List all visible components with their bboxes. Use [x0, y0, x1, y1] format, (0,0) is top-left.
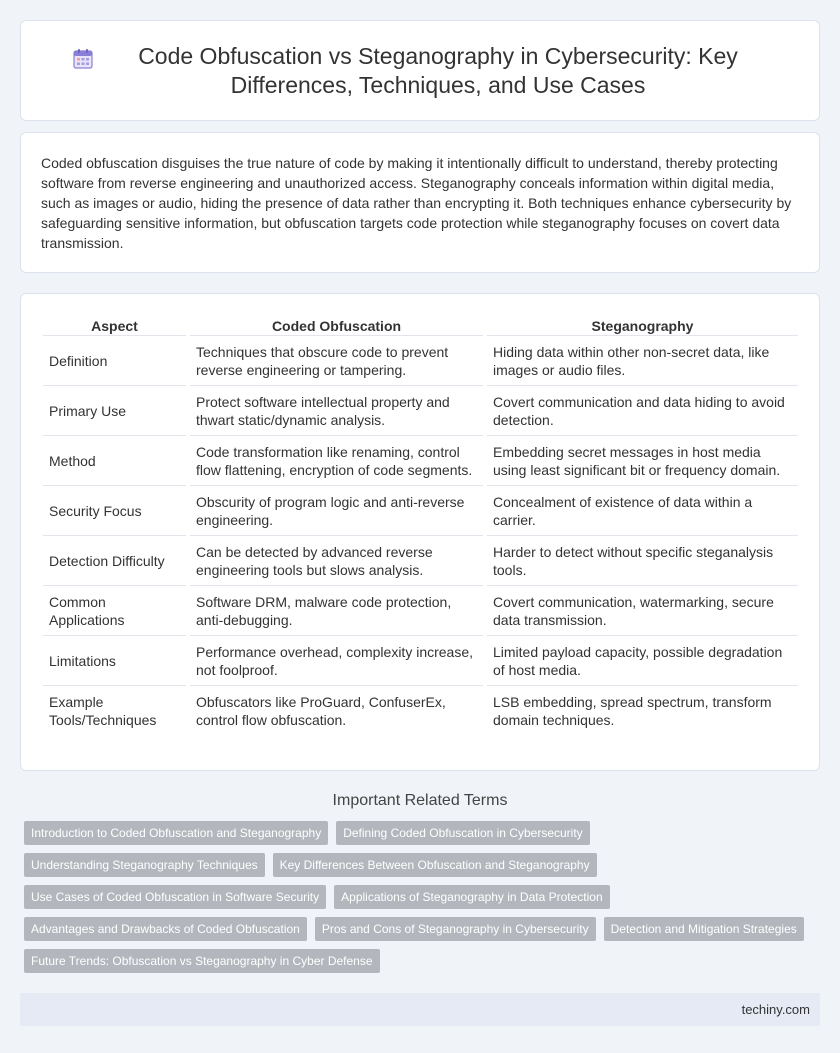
- table-row: [43, 686, 798, 735]
- obfuscation-cell: Techniques that obscure code to prevent reverse engineering or tampering.: [190, 336, 483, 386]
- obfuscation-cell: Protect software intellectual property and thwart static/dynamic analysis.: [190, 386, 483, 436]
- related-term-tag[interactable]: Detection and Mitigation Strategies: [604, 917, 804, 941]
- steganography-cell: Concealment of existence of data within a carrier.: [487, 486, 798, 536]
- table-row: [43, 486, 798, 536]
- obfuscation-cell: Can be detected by advanced reverse engineering tools but slows analysis.: [190, 536, 483, 586]
- footer-site-link[interactable]: techiny.com: [741, 1002, 810, 1017]
- aspect-cell: Method: [43, 436, 186, 486]
- title-row: [71, 42, 769, 100]
- intro-card: [20, 132, 820, 273]
- obfuscation-cell: Performance overhead, complexity increase, not foolproof.: [190, 636, 483, 686]
- steganography-cell: Covert communication, watermarking, secure data transmission.: [487, 586, 798, 636]
- table-row: [43, 586, 798, 636]
- steganography-cell: Limited payload capacity, possible degradation of host media.: [487, 636, 798, 686]
- steganography-cell: Embedding secret messages in host media using least significant bit or frequency domain.: [487, 436, 798, 486]
- obfuscation-cell: Obscurity of program logic and anti-reverse engineering.: [190, 486, 483, 536]
- aspect-cell: Limitations: [43, 636, 186, 686]
- aspect-cell: Definition: [43, 336, 186, 386]
- related-terms-list: [20, 821, 820, 981]
- table-header-row: [43, 314, 798, 336]
- related-term-tag[interactable]: Pros and Cons of Steganography in Cybersecurity: [315, 917, 596, 941]
- header-steganography: Steganography: [487, 314, 798, 336]
- related-term-tag[interactable]: Understanding Steganography Techniques: [24, 853, 265, 877]
- aspect-cell: Primary Use: [43, 386, 186, 436]
- header-coded-obfuscation: Coded Obfuscation: [190, 314, 483, 336]
- related-term-tag[interactable]: Defining Coded Obfuscation in Cybersecurity: [336, 821, 589, 845]
- related-term-tag[interactable]: Introduction to Coded Obfuscation and Steganography: [24, 821, 328, 845]
- related-terms-section: [20, 792, 820, 981]
- related-term-tag[interactable]: Applications of Steganography in Data Protection: [334, 885, 610, 909]
- table-row: [43, 436, 798, 486]
- obfuscation-cell: Code transformation like renaming, control flow flattening, encryption of code segments.: [190, 436, 483, 486]
- table-row: [43, 336, 798, 386]
- table-row: [43, 386, 798, 436]
- steganography-cell: Hiding data within other non-secret data, like images or audio files.: [487, 336, 798, 386]
- aspect-cell: Common Applications: [43, 586, 186, 636]
- comparison-card: [20, 293, 820, 771]
- related-term-tag[interactable]: Use Cases of Coded Obfuscation in Software Security: [24, 885, 326, 909]
- page-title: Code Obfuscation vs Steganography in Cybersecurity: Key Differences, Techniques, and Use Cases: [138, 42, 738, 98]
- related-term-tag[interactable]: Advantages and Drawbacks of Coded Obfuscation: [24, 917, 307, 941]
- obfuscation-cell: Obfuscators like ProGuard, ConfuserEx, control flow obfuscation.: [196, 694, 446, 728]
- page-container: [20, 20, 820, 1026]
- steganography-cell: LSB embedding, spread spectrum, transform domain techniques.: [493, 694, 772, 728]
- intro-text: Coded obfuscation disguises the true nature of code by making it intentionally difficult to understand, thereby protecting software from reverse engineering and unauthorized access. Steganography conceals information within digital media, such as images or audio, hiding the presence of data rather than encrypting it. Both techniques enhance cybersecurity by safeguarding sensitive information, but obfuscation targets code protection while steganography focuses on covert data transmission.: [41, 155, 792, 251]
- table-row: [43, 636, 798, 686]
- title-card: [20, 20, 820, 121]
- table-row: [43, 536, 798, 586]
- obfuscation-cell: Software DRM, malware code protection, anti-debugging.: [190, 586, 483, 636]
- header-aspect: Aspect: [43, 314, 186, 336]
- aspect-cell: Security Focus: [43, 486, 186, 536]
- steganography-cell: Harder to detect without specific steganalysis tools.: [487, 536, 798, 586]
- aspect-cell: Detection Difficulty: [43, 536, 186, 586]
- calendar-icon: [71, 47, 95, 71]
- related-terms-title: Important Related Terms: [332, 792, 508, 809]
- related-term-tag[interactable]: Future Trends: Obfuscation vs Steganography in Cyber Defense: [24, 949, 380, 973]
- related-term-tag[interactable]: Key Differences Between Obfuscation and Steganography: [273, 853, 597, 877]
- comparison-table: [39, 314, 802, 735]
- footer: [20, 993, 820, 1026]
- aspect-cell: Example Tools/Techniques: [49, 694, 157, 728]
- steganography-cell: Covert communication and data hiding to avoid detection.: [487, 386, 798, 436]
